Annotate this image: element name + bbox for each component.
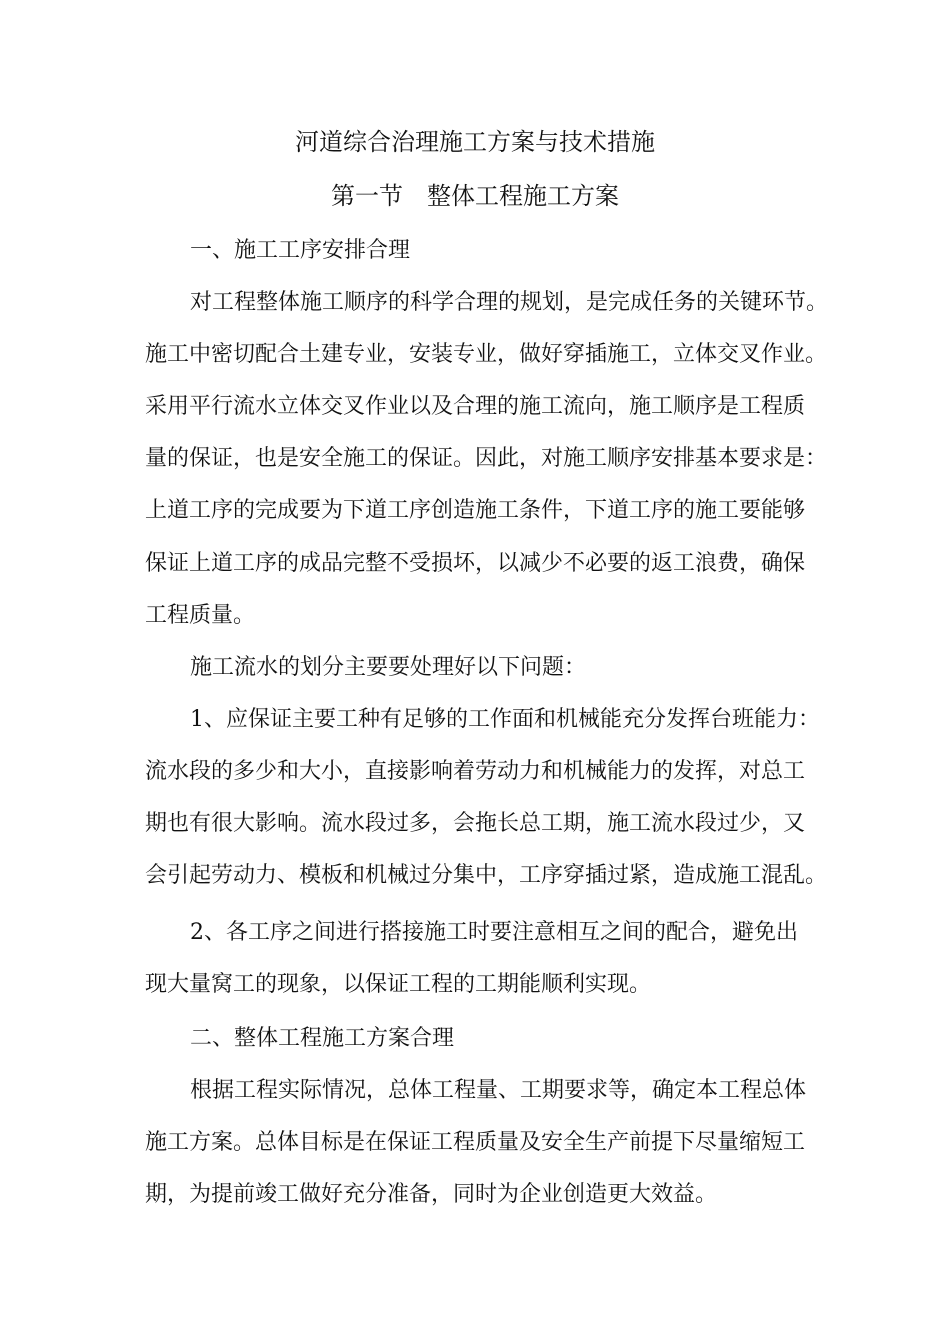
paragraph-line: 会引起劳动力、模板和机械过分集中，工序穿插过紧，造成施工混乱。 — [145, 863, 828, 888]
paragraph-line: 量的保证，也是安全施工的保证。因此，对施工顺序安排基本要求是： — [145, 446, 828, 471]
paragraph-line: 上道工序的完成要为下道工序创造施工条件，下道工序的施工要能够 — [145, 498, 806, 523]
paragraph-line: 工程质量。 — [145, 603, 256, 628]
paragraph-line: 对工程整体施工顺序的科学合理的规划，是完成任务的关键环节。 — [190, 290, 829, 315]
paragraph-line: 根据工程实际情况，总体工程量、工期要求等，确定本工程总体 — [190, 1078, 807, 1103]
paragraph-line: 施工方案。总体目标是在保证工程质量及安全生产前提下尽量缩短工 — [145, 1130, 806, 1155]
section-title: 第一节 整体工程施工方案 — [331, 182, 619, 210]
paragraph-line: 保证上道工序的成品完整不受损坏，以减少不必要的返工浪费，确保 — [145, 551, 806, 576]
document-title: 河道综合治理施工方案与技术措施 — [295, 128, 655, 156]
paragraph-line: 现大量窝工的现象，以保证工程的工期能顺利实现。 — [145, 972, 652, 997]
paragraph-line: 流水段的多少和大小，直接影响着劳动力和机械能力的发挥，对总工 — [145, 759, 806, 784]
paragraph-line: 施工流水的划分主要要处理好以下问题： — [190, 655, 587, 680]
heading-2: 二、整体工程施工方案合理 — [190, 1026, 455, 1051]
paragraph-line: 采用平行流水立体交叉作业以及合理的施工流向，施工顺序是工程质 — [145, 394, 806, 419]
paragraph-line: 施工中密切配合土建专业，安装专业，做好穿插施工，立体交叉作业。 — [145, 342, 828, 367]
paragraph-line: 期，为提前竣工做好充分准备，同时为企业创造更大效益。 — [145, 1182, 718, 1207]
list-item-1: 1、应保证主要工种有足够的工作面和机械能充分发挥台班能力： — [190, 707, 820, 732]
heading-1: 一、施工工序安排合理 — [190, 238, 411, 263]
list-item-2: 2、各工序之间进行搭接施工时要注意相互之间的配合，避免出 — [190, 920, 798, 945]
paragraph-line: 期也有很大影响。流水段过多，会拖长总工期，施工流水段过少，又 — [145, 811, 806, 836]
